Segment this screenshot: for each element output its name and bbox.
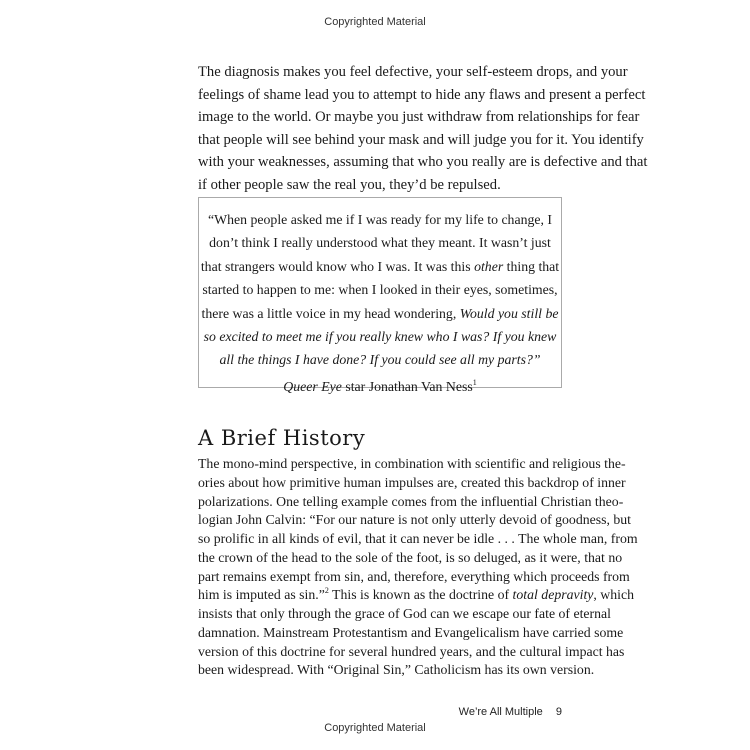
text-run: been widespread. With “Original Sin,” Catholicism has its own version.	[198, 662, 595, 678]
text-line	[198, 455, 626, 474]
text-line	[198, 643, 625, 662]
page-number: 9	[555, 706, 562, 718]
text-run: version of this doctrine for several hundred years, and the cultural impact has	[198, 643, 625, 659]
text-run: the crown of the head to the sole of the foot, is so deluged, as it were, that no	[198, 549, 623, 565]
quote-text	[198, 208, 562, 372]
text-line	[198, 174, 562, 197]
italic-text: Would you still be	[459, 305, 559, 321]
text-line	[198, 278, 562, 301]
footnote-ref: 1	[472, 377, 477, 387]
italic-text: Queer Eye	[283, 378, 342, 394]
italic-text: all the things I have done? If you could see all my parts?”	[219, 352, 541, 368]
text-line	[198, 624, 624, 643]
text-line	[198, 661, 595, 680]
quote-attribution	[198, 375, 562, 398]
italic-text: so excited to meet me if you really knew who I was? If you knew	[203, 328, 557, 344]
text-run: if other people saw the real you, they’d be repulsed.	[198, 176, 501, 193]
text-run: damnation. Mainstream Protestantism and Evangelicalism have carried some	[198, 624, 624, 640]
text-line	[198, 255, 562, 278]
text-line	[198, 586, 635, 605]
text-run: there was a little voice in my head wondering,	[201, 305, 460, 321]
running-title: We’re All Multiple	[458, 706, 543, 718]
text-line	[198, 84, 646, 107]
text-run: insists that only through the grace of God can we escape our fate of eternal	[198, 606, 611, 621]
italic-text: other	[474, 258, 504, 274]
text-run: with your weaknesses, assuming that who you really are is defective and that	[198, 154, 648, 170]
text-line	[198, 605, 611, 624]
text-line	[198, 151, 648, 174]
text-run: that people will see behind your mask and will judge you for it. You identify	[198, 131, 644, 148]
body-paragraph-1	[198, 61, 648, 196]
copyright-watermark-bottom: Copyrighted Material	[324, 722, 426, 734]
text-run: so prolific in all kinds of evil, that it can never be idle . . . The whole man, from	[198, 531, 638, 546]
italic-text: total depravity	[512, 587, 594, 603]
text-line	[198, 568, 630, 587]
text-run: This is known as the doctrine of	[328, 587, 513, 603]
pull-quote	[198, 208, 562, 398]
text-run: thing that	[503, 258, 560, 274]
text-run: “When people asked me if I was ready for my life to change, I	[207, 212, 552, 227]
text-line	[198, 302, 562, 325]
text-line	[198, 474, 626, 493]
text-line	[198, 348, 562, 371]
text-run: The diagnosis makes you feel defective, your self-esteem drops, and your	[198, 64, 628, 80]
text-line	[198, 530, 638, 549]
text-run: ories about how primitive human impulses are, created this backdrop of inner	[198, 474, 626, 490]
footnote-ref: 2	[324, 586, 329, 596]
text-line	[198, 61, 628, 84]
text-run: feelings of shame lead you to attempt to hide any flaws and present a perfect	[198, 86, 646, 103]
text-run: part remains exempt from sin, and, therefore, everything which proceeds from	[198, 568, 630, 584]
text-run: logian John Calvin: “For our nature is not only utterly devoid of goodness, but	[198, 512, 632, 528]
text-run: star Jonathan Van Ness	[341, 378, 473, 394]
text-line	[198, 106, 640, 129]
text-line	[198, 231, 562, 254]
text-run: , which	[593, 587, 635, 603]
section-heading: A Brief History	[198, 426, 366, 450]
text-run: that strangers would know who I was. It was this	[200, 258, 475, 274]
text-run: him is imputed as sin.”	[198, 587, 325, 603]
text-run: don’t think I really understood what they meant. It wasn’t just	[209, 235, 551, 251]
text-run: The mono-mind perspective, in combination with scientific and religious the-	[198, 456, 626, 471]
text-line	[198, 511, 632, 530]
text-line	[198, 208, 562, 231]
text-line	[198, 493, 624, 512]
text-line	[198, 549, 623, 568]
text-run: polarizations. One telling example comes from the influential Christian theo-	[198, 493, 624, 509]
text-line	[198, 325, 562, 348]
text-run: started to happen to me: when I looked in their eyes, sometimes,	[202, 282, 558, 298]
copyright-watermark-top: Copyrighted Material	[324, 16, 426, 28]
text-run: image to the world. Or maybe you just withdraw from relationships for fear	[198, 109, 640, 125]
page-footer	[459, 706, 562, 718]
body-paragraph-2	[198, 455, 638, 680]
text-line	[198, 129, 644, 152]
